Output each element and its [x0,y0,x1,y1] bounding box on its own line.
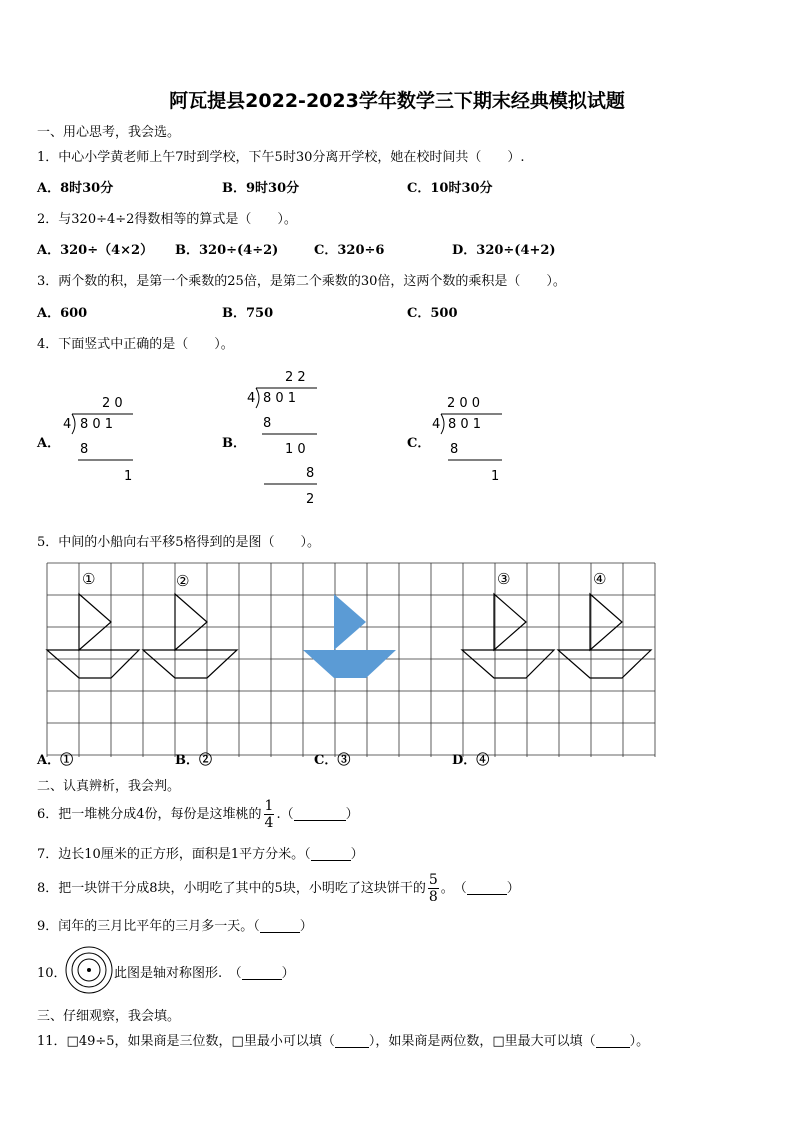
page-title: 阿瓦提县2022-2023学年数学三下期末经典模拟试题 [169,90,625,112]
question-7 [37,843,364,862]
figure-mark-3: ③ [497,570,511,588]
concentric-circles-figure [64,945,114,995]
q7-close-paren: ） [350,847,364,862]
division-a-remainder: 1 [124,469,133,484]
q4-option-b-label[interactable]: B． [222,436,246,451]
division-b-subtract-2: 8 [306,466,315,481]
question-2: 2．与320÷4÷2得数相等的算式是（ ）。 [37,212,297,227]
q6-close-paren: ） [345,807,359,822]
q2-option-c[interactable]: C．320÷6 [314,243,385,258]
q6-answer-blank[interactable] [294,806,346,821]
q2-option-b[interactable]: B．320÷(4÷2) [175,243,279,258]
question-3: 3．两个数的积，是第一个乘数的25倍，是第二个乘数的30倍，这两个数的乘积是（ ）。 [37,274,566,289]
fraction-denominator: 8 [428,889,438,905]
question-10-number: 10． [37,966,67,981]
figure-mark-4: ④ [593,570,607,588]
q9-text: 9．闰年的三月比平年的三月多一天。（ [37,919,260,934]
q1-option-c[interactable]: C．10时30分 [407,181,493,196]
q7-text: 7．边长10厘米的正方形，面积是1平方分米。（ [37,847,311,862]
fraction-numerator: 1 [264,798,274,814]
division-c-divisor: 4 [432,417,441,432]
division-b-middle: 1 0 [285,442,306,457]
figure-mark-1: ① [82,570,96,588]
q11-answer-blank-2[interactable] [596,1033,630,1048]
division-c-remainder: 1 [491,469,500,484]
question-8 [37,872,520,905]
question-6 [37,798,359,831]
fraction-numerator: 5 [428,872,438,888]
division-a-subtract: 8 [80,442,89,457]
q4-option-c-label[interactable]: C． [407,436,431,451]
q9-answer-blank[interactable] [260,918,300,933]
division-b-divisor: 4 [247,391,256,406]
section-1-heading: 一、用心思考，我会选。 [37,125,181,140]
question-9 [37,915,313,934]
q6-open-paren: .（ [276,807,294,822]
division-c-dividend: 8 0 1 [448,417,482,432]
question-1: 1．中心小学黄老师上午7时到学校，下午5时30分离开学校，她在校时间共（ ）. [37,150,525,165]
division-b-remainder: 2 [306,492,315,507]
q10-answer-blank[interactable] [242,965,282,980]
division-b-dividend: 8 0 1 [263,391,297,406]
division-a-dividend: 8 0 1 [80,417,114,432]
boat-1 [47,594,139,678]
section-2-heading: 二、认真辨析，我会判。 [37,779,181,794]
q5-option-a[interactable]: A．① [37,753,74,768]
q2-option-d[interactable]: D．320÷(4+2) [452,243,556,258]
q8-close-paren: ） [506,881,520,896]
question-5: 5．中间的小船向右平移5格得到的是图（ ）。 [37,535,321,550]
q5-option-d[interactable]: D．④ [452,753,490,768]
division-a-quotient: 2 0 [102,396,123,411]
q11-answer-blank-1[interactable] [335,1033,369,1048]
q6-text: 6．把一堆桃分成4份，每份是这堆桃的 [37,807,262,822]
q8-text: 8．把一块饼干分成8块，小明吃了其中的5块，小明吃了这块饼干的 [37,881,426,896]
q10-close-paren: ） [281,966,295,981]
q8-answer-blank[interactable] [467,880,507,895]
q4-option-a-label[interactable]: A． [37,436,61,451]
q11-text-1: 11．□49÷5，如果商是三位数，□里最小可以填（ [37,1034,335,1049]
fraction-denominator: 4 [264,815,274,831]
section-3-heading: 三、仔细观察，我会填。 [37,1009,181,1024]
q10-text: 此图是轴对称图形. （ [114,966,242,981]
question-11 [37,1030,649,1049]
fraction-one-quarter [264,798,275,831]
division-b-quotient: 2 2 [285,370,306,385]
q5-option-b[interactable]: B．② [175,753,212,768]
boat-original [303,594,396,678]
question-4: 4．下面竖式中正确的是（ ）。 [37,337,234,352]
q9-close-paren: ） [299,919,313,934]
figure-mark-2: ② [176,572,190,590]
q8-open-paren: 。 （ [440,881,467,896]
q3-option-c[interactable]: C．500 [407,306,458,321]
division-a-divisor: 4 [63,417,72,432]
q7-answer-blank[interactable] [311,846,351,861]
boat-4 [558,594,651,678]
q3-option-b[interactable]: B．750 [222,306,274,321]
q11-text-2: ），如果商是两位数，□里最大可以填（ [368,1034,596,1049]
q5-option-c[interactable]: C．③ [314,753,351,768]
q2-option-a[interactable]: A．320÷（4×2） [37,243,154,258]
boat-3 [462,594,554,678]
q3-option-a[interactable]: A．600 [37,306,88,321]
q1-option-b[interactable]: B．9时30分 [222,181,300,196]
boat-2 [143,594,237,678]
division-c-subtract: 8 [450,442,459,457]
question-10 [114,962,295,981]
division-c-quotient: 2 0 0 [447,396,481,411]
q11-close-paren: ）。 [629,1034,650,1049]
q1-option-a[interactable]: A．8时30分 [37,181,114,196]
fraction-five-eighths [428,872,439,905]
division-b-subtract-1: 8 [263,416,272,431]
